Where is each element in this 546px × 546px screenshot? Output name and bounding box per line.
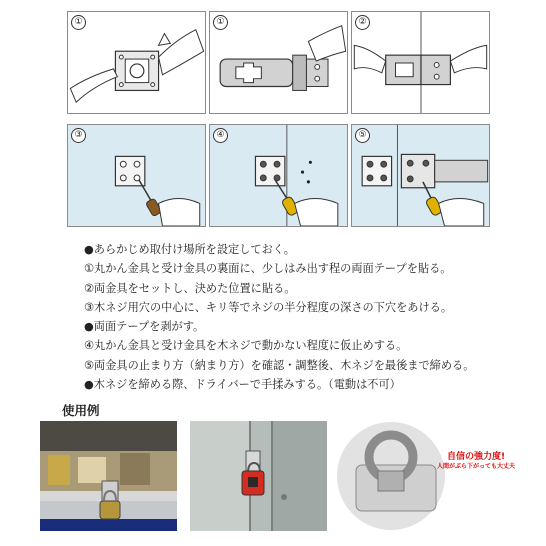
step-panel-3 — [67, 124, 206, 227]
step-panel-4 — [209, 124, 348, 227]
final-tighten-illustration — [352, 125, 489, 226]
step-number-1: ① — [213, 15, 228, 30]
instruction-list — [84, 240, 524, 394]
instruction-item: ③木ネジ用穴の中心に、キリ等でネジの半分程度の深さの下穴をあける。 — [84, 300, 453, 314]
instruction-item: ①丸かん金具と受け金具の裏面に、少しはみ出す程の両面テープを貼る。 — [84, 262, 452, 276]
strength-badge-subtitle: 人間がぶら下がっても大丈夫 — [436, 463, 515, 470]
pilot-hole-illustration — [68, 125, 205, 226]
strength-badge-title: 自信の強力度! — [446, 452, 506, 462]
instruction-item: ②両金具をセットし、決めた位置に貼る。 — [84, 281, 296, 295]
hasp-tape-illustration — [210, 12, 347, 113]
instruction-item: ⑤両金具の止まり方（納まり方）を確認・調整後、木ネジを最後まで締める。 — [84, 358, 475, 372]
strength-badge — [428, 452, 524, 471]
usage-example-title: 使用例 — [62, 403, 100, 418]
instruction-item: ●両面テープを剥がす。 — [84, 320, 205, 334]
temporary-fix-illustration — [210, 125, 347, 226]
step-panel-2 — [351, 11, 490, 114]
step-number-4: ④ — [213, 128, 228, 143]
step-number-3: ③ — [71, 128, 86, 143]
instruction-item: ●木ネジを締める際、ドライバーで手揉みする。（電動は不可） — [84, 378, 401, 392]
step-number-2: ② — [355, 15, 370, 30]
example-photo-showcase — [40, 421, 177, 531]
instruction-item: ④丸かん金具と受け金具を木ネジで動かない程度に仮止めする。 — [84, 339, 408, 353]
example-photo-strength — [336, 421, 526, 531]
tape-application-illustration — [68, 12, 205, 113]
instruction-item: ●あらかじめ取付け場所を設定しておく。 — [84, 243, 295, 256]
hasp-placement-illustration — [352, 12, 489, 113]
example-photo-locker — [190, 421, 327, 531]
step-panel-1 — [209, 11, 348, 114]
step-panel-prep — [67, 11, 206, 114]
step-number-prep: ① — [71, 15, 86, 30]
step-number-5: ⑤ — [355, 128, 370, 143]
step-panel-5 — [351, 124, 490, 227]
